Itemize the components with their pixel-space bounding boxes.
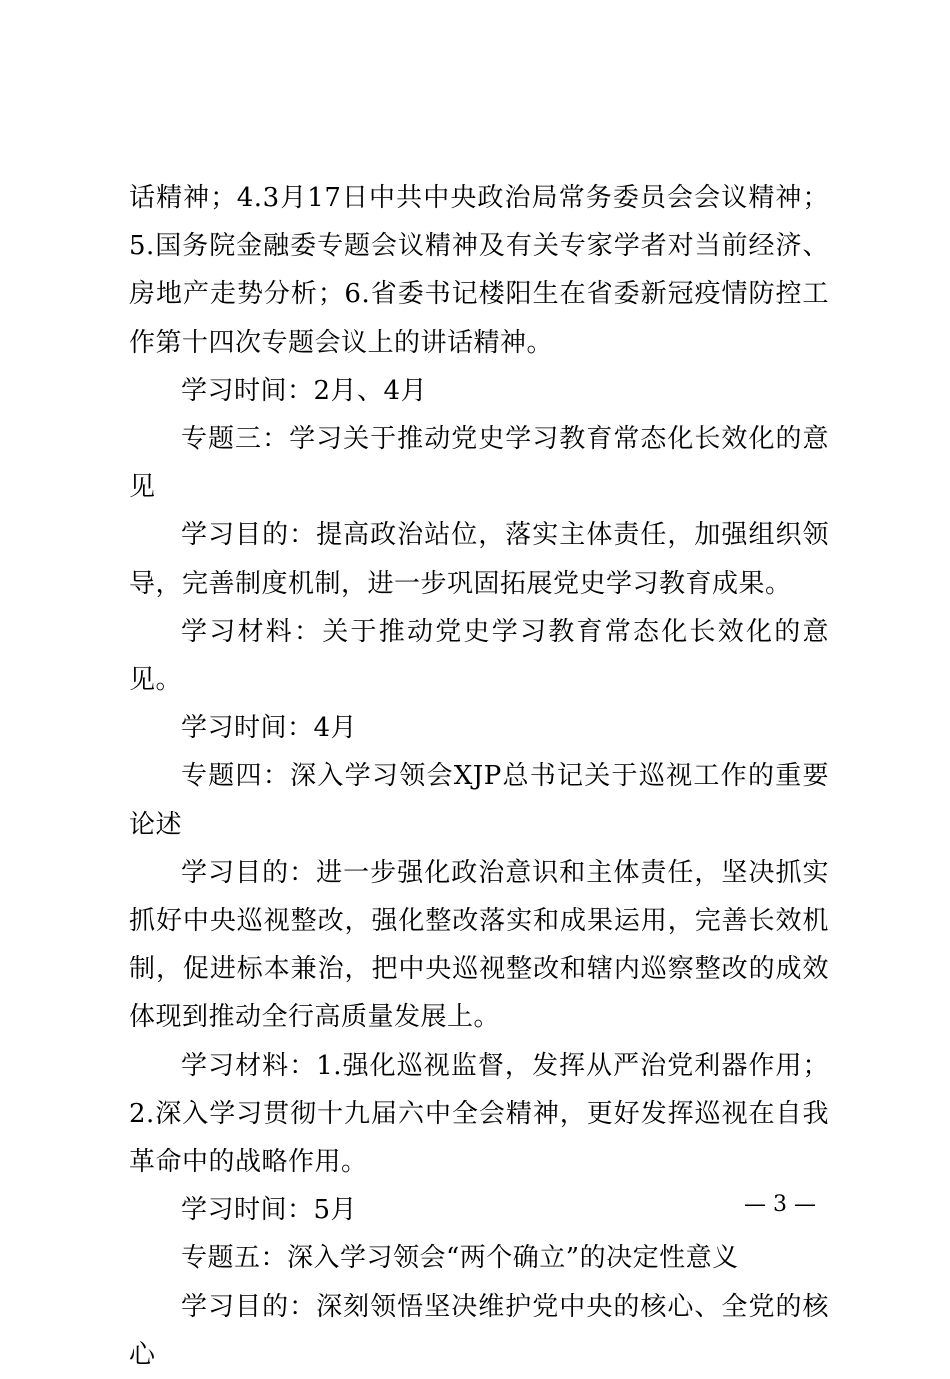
paragraph-topic-3-title: 专题三：学习关于推动党史学习教育常态化长效化的意见 — [129, 424, 829, 503]
paragraph-topic-3-purpose: 学习目的：提高政治站位，落实主体责任，加强组织领导，完善制度机制，进一步巩固拓展党史学习教育成果。 — [129, 520, 829, 599]
page-number: — 3 — — [744, 1192, 816, 1217]
paragraph-topic-5-purpose: 学习目的：深刻领悟坚决维护党中央的核心、全党的核心 — [129, 1291, 829, 1370]
paragraph-topic-3-materials: 学习材料：关于推动党史学习教育常态化长效化的意见。 — [129, 616, 829, 696]
paragraph-continued-materials: 话精神；4.3月17日中共中央政治局常务委员会会议精神；5.国务院金融委专题会议精神及有关专家学者对当前经济、房地产走势分析；6.省委书记楼阳生在省委新冠疫情防控工作第十四次专题会议上的讲话精神。 — [129, 183, 829, 358]
paragraph-study-time-topic-2: 学习时间：2月、4月 — [181, 375, 428, 406]
paragraph-study-time-topic-3: 学习时间：4月 — [181, 713, 358, 744]
document-body — [129, 174, 829, 1379]
paragraph-topic-4-title: 专题四：深入学习领会XJP总书记关于巡视工作的重要论述 — [129, 761, 829, 840]
paragraph-topic-4-purpose: 学习目的：进一步强化政治意识和主体责任，坚决抓实抓好中央巡视整改，强化整改落实和成果运用，完善长效机制，促进标本兼治，把中央巡视整改和辖内巡察整改的成效体现到推动全行高质量发展上。 — [129, 857, 829, 1033]
paragraph-topic-5-title: 专题五：深入学习领会“两个确立”的决定性意义 — [181, 1243, 739, 1274]
paragraph-study-time-topic-4: 学习时间：5月 — [181, 1195, 358, 1226]
paragraph-topic-4-materials: 学习材料：1.强化巡视监督，发挥从严治党利器作用；2.深入学习贯彻十九届六中全会精神，更好发挥巡视在自我革命中的战略作用。 — [129, 1050, 829, 1178]
